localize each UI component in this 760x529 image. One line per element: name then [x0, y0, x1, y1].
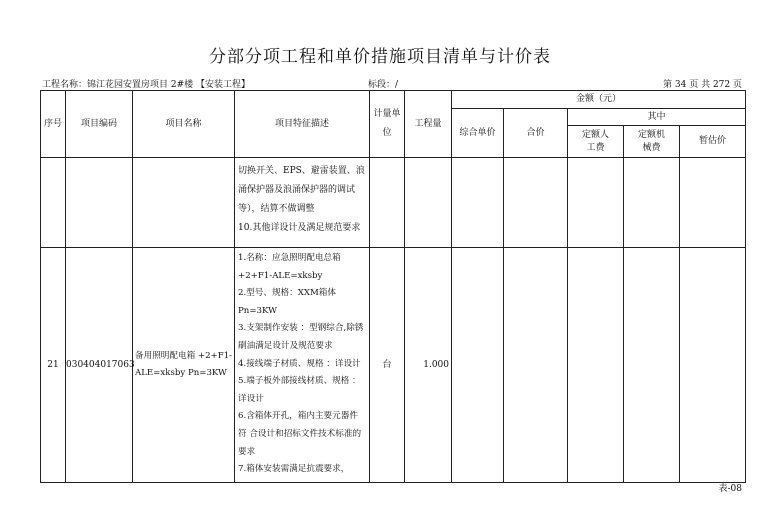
row-code: 030404017063 — [66, 248, 133, 483]
row-seq: 21 — [41, 248, 66, 483]
row-unit-price — [452, 158, 504, 248]
section-label: 标段：/ — [368, 80, 399, 90]
row-code — [66, 158, 133, 248]
row-unit — [370, 158, 405, 248]
table-row — [41, 158, 746, 248]
row-total — [504, 158, 568, 248]
row-qty: 1.000 — [405, 248, 452, 483]
row-machine — [624, 158, 680, 248]
header-unit-price: 综合单价 — [452, 109, 504, 158]
row-provisional — [680, 248, 746, 483]
page-info: 第 34 页 共 272 页 — [663, 80, 742, 90]
row-desc: 1.名称：应急照明配电总箱 +2+F1-ALE=xksby 2.型号、规格：XXM箱体 Pn=3KW 3.支架制作安装 ：型钢综合,除锈刷油满足设计及规范要求 4.接线端子材质、规格 ：详设计 5.端子板外部接线材质、规格 ：详设计 6.含箱体开孔，箱内主要元器件符 合设计和招标文件技术标准的要求 7.箱体安装需满足抗震要求， — [235, 248, 370, 483]
header-labor: 定额人工费 — [568, 126, 624, 158]
row-desc: 切换开关、EPS、避雷装置、浪涌保护器及浪涌保护器的调试等），结算不做调整 10.其他详设计及满足规范要求 — [235, 158, 370, 248]
row-labor — [568, 248, 624, 483]
row-total — [504, 248, 568, 483]
table-form-number: 表-08 — [718, 484, 742, 494]
header-unit: 计量单位 — [370, 91, 405, 158]
pricing-table — [40, 90, 746, 483]
header-seq: 序号 — [41, 91, 66, 158]
row-name: 备用照明配电箱 +2+F1-ALE=xksby Pn=3KW — [133, 248, 235, 483]
header-qty: 工程量 — [405, 91, 452, 158]
header-amount: 金额（元） — [452, 91, 746, 109]
row-qty — [405, 158, 452, 248]
header-total: 合价 — [504, 109, 568, 158]
project-name: 工程名称：锦江花园安置房项目 2#楼 【安装工程】 — [42, 80, 250, 90]
row-labor — [568, 158, 624, 248]
header-of-which: 其中 — [568, 109, 746, 126]
row-unit-price — [452, 248, 504, 483]
row-seq — [41, 158, 66, 248]
header-desc: 项目特征描述 — [235, 91, 370, 158]
header-code: 项目编码 — [66, 91, 133, 158]
row-machine — [624, 248, 680, 483]
table-row — [41, 248, 746, 483]
header-name: 项目名称 — [133, 91, 235, 158]
header-machine: 定额机械费 — [624, 126, 680, 158]
row-provisional — [680, 158, 746, 248]
header-provisional: 暂估价 — [680, 126, 746, 158]
row-unit: 台 — [370, 248, 405, 483]
page-title: 分部分项工程和单价措施项目清单与计价表 — [209, 47, 551, 67]
row-name — [133, 158, 235, 248]
